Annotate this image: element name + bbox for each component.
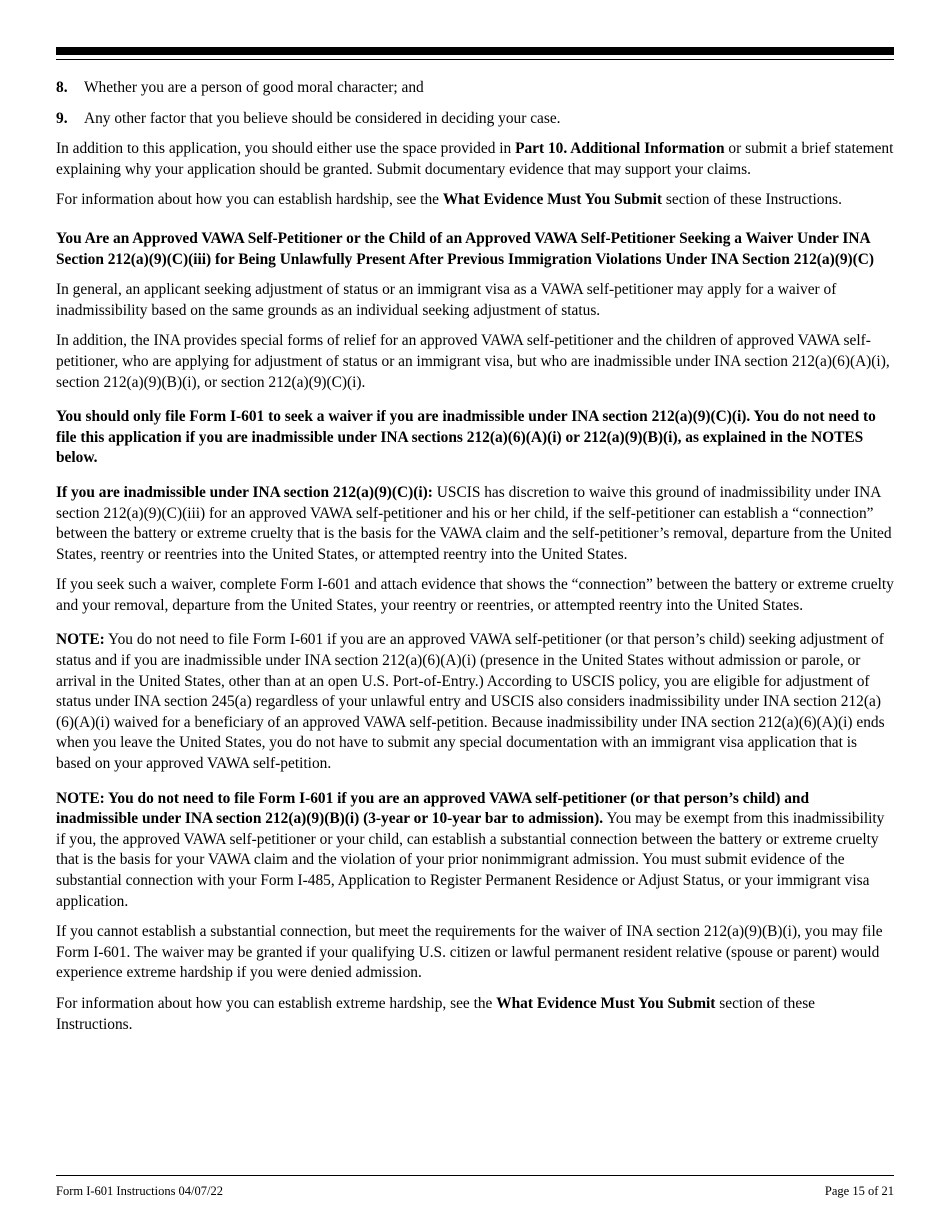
text-run: section of these Instructions. [56,994,816,1033]
note-paragraph-b [56,789,894,913]
list-item [56,109,894,130]
text-run: You do not need to file Form I-601 if you are an approved VAWA self-petitioner (or that person’s child) seeking adjustment of status and if you are inadmissible under INA section 212(a)(6)(A)(i) (presence in the United States without admission or parole, or arrival in the United States, other than at an open U.S. Port-of-Entry.) According to USCIS policy, you are eligible for adjustment of status under INA section 245(a) regardless of your unlawful entry and USCIS also considers inadmissibility under INA section 212(a)(6)(A)(i) waived for a beneficiary of an approved VAWA self-petition. Because inadmissibility under INA section 212(a)(6)(A)(i) ends when you leave the United States, you do not have to submit any special documentation with an immigrant visa application that is based on your approved VAWA self-petition. [56,631,885,773]
text-run: USCIS has discretion to waive this ground of inadmissibility under INA section 212(a)(9)(C)(iii) for an approved VAWA self-petitioner and his or her child, if the self-petitioner can establish a “connection” between the battery or extreme cruelty that is the basis for the VAWA claim and the self-petitioner’s removal, departure from the United States, reentry or reentries into the United States, or attempted reentry into the United States. [56,483,892,563]
text-run: or submit a brief statement explaining why your application should be granted. Submit documentary evidence that may support your claims. [56,140,894,178]
paragraph-additional-info [56,139,894,180]
list-item-text: Any other factor that you believe should be considered in deciding your case. [84,109,561,127]
footer-form-id: Form I-601 Instructions 04/07/22 [56,1184,224,1198]
paragraph-seek-waiver: If you seek such a waiver, complete Form I-601 and attach evidence that shows the “connection” between the battery or extreme cruelty and your removal, departure from the United States, your reentry or reentries, or attempted reentry into the United States. [56,576,894,614]
header-thick-rule [56,47,894,55]
text-run: For information about how you can establish extreme hardship, see the [56,994,497,1012]
lead-in: If you are inadmissible under INA section 212(a)(9)(C)(i): [56,483,433,501]
header-thin-rule [56,59,894,60]
list-item-text: Whether you are a person of good moral character; and [84,79,424,96]
text-run: In addition to this application, you should either use the space provided in [56,140,516,158]
text-run: For information about how you can establish hardship, see the [56,191,443,209]
evidence-section-reference: What Evidence Must You Submit [496,994,716,1012]
note-paragraph-a [56,630,894,774]
list-item-number: 8. [56,79,68,96]
footer-rule [56,1175,894,1176]
text-run: section of these Instructions. [662,191,842,209]
section-heading: You Are an Approved VAWA Self-Petitioner or the Child of an Approved VAWA Self-Petitioner Seeking a Waiver Under INA Section 212(a)(9)(C)(iii) for Being Unlawfully Present After Previous Immigration Violations Under INA Section 212(a)(9)(C) [56,229,875,268]
text-run: You may be exempt from this inadmissibility if you, the approved VAWA self-petitioner or your child, can establish a substantial connection between the battery or extreme cruelty that is the basis for your VAWA claim and the violation of your prior nonimmigrant admission. You must submit evidence of the substantial connection with your Form I-485, Application to Register Permanent Residence or Adjust Status, or your immigrant visa application. [56,810,885,910]
list-item [56,78,894,99]
footer-page-number: Page 15 of 21 [824,1184,894,1198]
page-content [56,78,894,1045]
note-label: NOTE: [56,631,105,649]
paragraph-general: In general, an applicant seeking adjustment of status or an immigrant visa as a VAWA self-petitioner may apply for a waiver of inadmissibility based on the same grounds as an individual seeking adjustment of status. [56,281,837,319]
paragraph-file-instruction: You should only file Form I-601 to seek a waiver if you are inadmissible under INA section 212(a)(9)(C)(i). You do not need to file this application if you are inadmissible under INA sections 212(a)(6)(A)(i) or 212(a)(9)(B)(i), as explained in the NOTES below. [56,408,876,467]
part-10-reference: Part 10. Additional Information [515,140,725,158]
paragraph-extreme-hardship-info [56,994,894,1035]
paragraph-substantial-connection: If you cannot establish a substantial connection, but meet the requirements for the waiver of INA section 212(a)(9)(B)(i), you may file Form I-601. The waiver may be granted if your qualifying U.S. citizen or lawful permanent resident relative (spouse or parent) would experience extreme hardship if you were denied admission. [56,923,883,982]
list-item-number: 9. [56,109,68,127]
evidence-section-reference: What Evidence Must You Submit [442,191,663,209]
paragraph-special-relief: In addition, the INA provides special forms of relief for an approved VAWA self-petitioner and the children of approved VAWA self-petitioner, who are applying for adjustment of status or an immigrant visa, but who are inadmissible under INA section 212(a)(6)(A)(i), section 212(a)(9)(B)(i), or section 212(a)(9)(C)(i). [56,332,890,391]
paragraph-inadmissible-c [56,483,894,565]
paragraph-hardship-info [56,190,894,211]
note-lead: NOTE: You do not need to file Form I-601 if you are an approved VAWA self-petitioner (or that person’s child) and inadmissible under INA section 212(a)(9)(B)(i) (3-year or 10-year bar to admission). [56,789,810,828]
